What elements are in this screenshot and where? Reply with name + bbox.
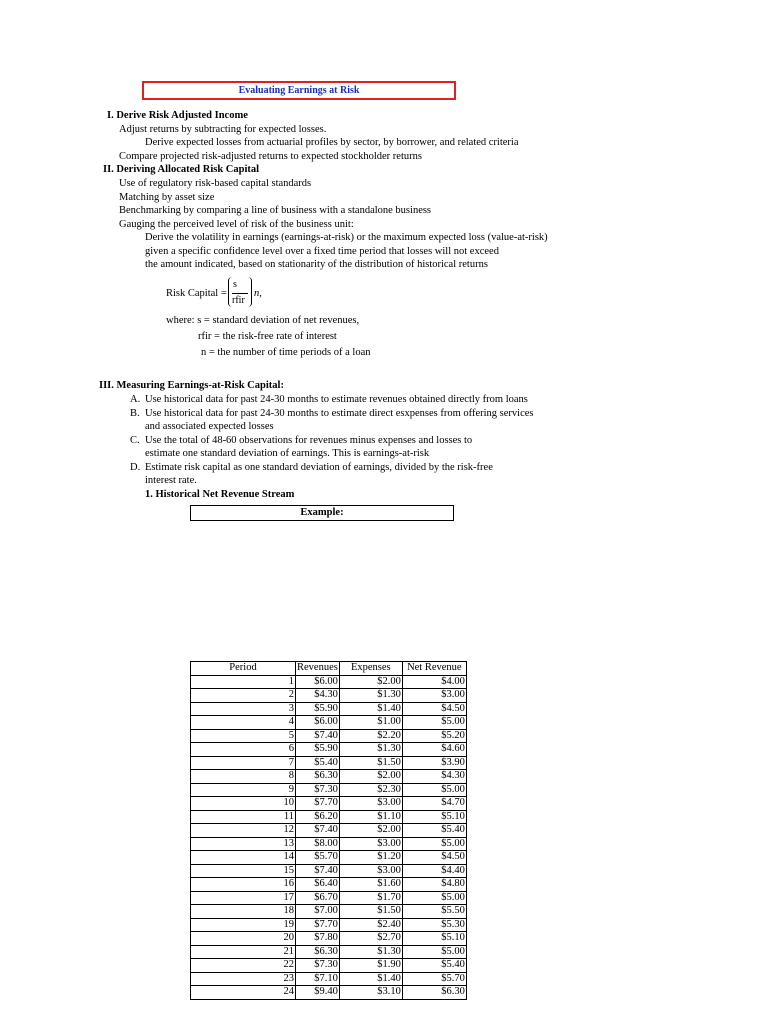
table-row	[191, 689, 467, 703]
table-row	[191, 675, 467, 689]
table-cell: $1.90	[339, 959, 402, 973]
section1-line: Compare projected risk-adjusted returns to expected stockholder returns	[119, 151, 422, 162]
column-header: Expenses	[339, 662, 402, 676]
table-row	[191, 959, 467, 973]
table-cell: $7.40	[296, 729, 340, 743]
table-cell: $4.40	[402, 864, 466, 878]
table-cell: $4.30	[296, 689, 340, 703]
fraction-bar	[232, 293, 248, 294]
item-marker: C.	[130, 435, 140, 446]
table-cell: $3.90	[402, 756, 466, 770]
section1-line: Adjust returns by subtracting for expected losses.	[119, 124, 327, 135]
item-line: Estimate risk capital as one standard deviation of earnings, divided by the risk-free	[145, 462, 493, 473]
table-cell: $4.30	[402, 770, 466, 784]
table-cell: $6.40	[296, 878, 340, 892]
table-row	[191, 851, 467, 865]
table-row	[191, 905, 467, 919]
table-row	[191, 972, 467, 986]
table-cell: $9.40	[296, 986, 340, 1000]
table-cell: $4.80	[402, 878, 466, 892]
table-row	[191, 986, 467, 1000]
table-row	[191, 878, 467, 892]
formula-where: rfir = the risk-free rate of interest	[198, 331, 337, 342]
table-cell: $2.00	[339, 675, 402, 689]
table-cell: $6.00	[296, 675, 340, 689]
table-cell: $5.20	[402, 729, 466, 743]
formula-numerator: s	[233, 279, 237, 290]
formula-lhs: Risk Capital =	[166, 288, 227, 299]
formula-denominator: rfir	[232, 295, 245, 306]
table-cell: $7.10	[296, 972, 340, 986]
table-cell: $5.00	[402, 837, 466, 851]
table-cell: $7.80	[296, 932, 340, 946]
section2-line: Derive the volatility in earnings (earnings-at-risk) or the maximum expected loss (value-at-risk)	[145, 232, 548, 243]
table-cell: $1.30	[339, 945, 402, 959]
table-cell: $3.00	[339, 837, 402, 851]
table-cell: $7.30	[296, 959, 340, 973]
table-row	[191, 824, 467, 838]
table-cell: $1.30	[339, 689, 402, 703]
table-row	[191, 783, 467, 797]
table-cell: 10	[191, 797, 296, 811]
table-cell: $1.30	[339, 743, 402, 757]
table-cell: $1.10	[339, 810, 402, 824]
table-cell: $5.70	[296, 851, 340, 865]
table-row	[191, 729, 467, 743]
table-cell: 4	[191, 716, 296, 730]
table-cell: $6.30	[296, 770, 340, 784]
table-row	[191, 770, 467, 784]
table-cell: 8	[191, 770, 296, 784]
table-cell: $5.40	[296, 756, 340, 770]
table-cell: $6.00	[296, 716, 340, 730]
table-cell: $5.00	[402, 891, 466, 905]
section2-line: Gauging the perceived level of risk of the business unit:	[119, 219, 354, 230]
right-paren	[247, 277, 252, 307]
item-line: and associated expected losses	[145, 421, 274, 432]
table-cell: $3.00	[339, 797, 402, 811]
table-cell: $6.30	[296, 945, 340, 959]
table-cell: $5.30	[402, 918, 466, 932]
table-cell: $5.10	[402, 932, 466, 946]
table-cell: $3.00	[402, 689, 466, 703]
section1-line: Derive expected losses from actuarial profiles by sector, by borrower, and related criteria	[145, 137, 519, 148]
table-cell: 9	[191, 783, 296, 797]
section2-line: given a specific confidence level over a fixed time period that losses will not exceed	[145, 246, 499, 257]
formula-tail: n,	[254, 288, 262, 299]
table-cell: $5.50	[402, 905, 466, 919]
table-header-row	[191, 662, 467, 676]
table-cell: 12	[191, 824, 296, 838]
column-header: Revenues	[297, 662, 338, 673]
table-cell: $4.50	[402, 851, 466, 865]
table-cell: 11	[191, 810, 296, 824]
table-cell: $4.50	[402, 702, 466, 716]
table-cell: 21	[191, 945, 296, 959]
table-cell: $6.70	[296, 891, 340, 905]
table-cell: $1.70	[339, 891, 402, 905]
table-cell: $1.40	[339, 972, 402, 986]
item-marker: D.	[130, 462, 141, 473]
table-cell: $4.60	[402, 743, 466, 757]
table-cell: $5.40	[402, 824, 466, 838]
table-row	[191, 702, 467, 716]
table-cell: 15	[191, 864, 296, 878]
item-line: Use historical data for past 24-30 months to estimate direct esxpenses from offering services	[145, 408, 534, 419]
formula-where: n = the number of time periods of a loan	[201, 347, 371, 358]
column-header: Net Revenue	[402, 662, 466, 676]
table-row	[191, 743, 467, 757]
item-marker: A.	[130, 394, 141, 405]
table-cell: $5.10	[402, 810, 466, 824]
item-line: Use historical data for past 24-30 months to estimate revenues obtained directly from loans	[145, 394, 528, 405]
item-line: interest rate.	[145, 475, 197, 486]
table-cell: 1	[191, 675, 296, 689]
table-cell: $2.00	[339, 824, 402, 838]
table-cell: 22	[191, 959, 296, 973]
table-cell: $4.00	[402, 675, 466, 689]
table-cell: 17	[191, 891, 296, 905]
table-row	[191, 945, 467, 959]
item-line: estimate one standard deviation of earnings. This is earnings-at-risk	[145, 448, 430, 459]
item-marker: B.	[130, 408, 140, 419]
section2-line: Matching by asset size	[119, 192, 215, 203]
table-cell: 7	[191, 756, 296, 770]
table-row	[191, 891, 467, 905]
table-row	[191, 837, 467, 851]
table-cell: $2.40	[339, 918, 402, 932]
table-cell: $7.40	[296, 864, 340, 878]
section3-heading: III. Measuring Earnings-at-Risk Capital:	[99, 380, 284, 391]
table-cell: $3.00	[339, 864, 402, 878]
table-cell: $5.90	[296, 702, 340, 716]
column-header: Period	[191, 662, 296, 676]
table-cell: 19	[191, 918, 296, 932]
table-cell: $2.00	[339, 770, 402, 784]
table-cell: $5.70	[402, 972, 466, 986]
table-cell: $2.30	[339, 783, 402, 797]
table-cell: $1.50	[339, 905, 402, 919]
table-cell: $7.70	[296, 797, 340, 811]
table-cell: $3.10	[339, 986, 402, 1000]
section2-heading: II. Deriving Allocated Risk Capital	[103, 164, 260, 175]
table-cell: $1.50	[339, 756, 402, 770]
item-line: Use the total of 48-60 observations for revenues minus expenses and losses to	[145, 435, 473, 446]
table-row	[191, 716, 467, 730]
table-cell: 20	[191, 932, 296, 946]
table-row	[191, 932, 467, 946]
table-cell: 2	[191, 689, 296, 703]
table-cell: 18	[191, 905, 296, 919]
table-cell: $1.40	[339, 702, 402, 716]
table-cell: 5	[191, 729, 296, 743]
table-cell: 23	[191, 972, 296, 986]
table-cell: $1.20	[339, 851, 402, 865]
table-cell: 3	[191, 702, 296, 716]
section2-line: Benchmarking by comparing a line of business with a standalone business	[119, 205, 432, 216]
table-cell: $7.00	[296, 905, 340, 919]
section2-line: the amount indicated, based on stationarity of the distribution of historical returns	[145, 259, 488, 270]
table-row	[191, 756, 467, 770]
table-cell: $1.60	[339, 878, 402, 892]
section2-line: Use of regulatory risk-based capital standards	[119, 178, 312, 189]
table-cell: 14	[191, 851, 296, 865]
table-row	[191, 797, 467, 811]
section1-heading: I. Derive Risk Adjusted Income	[107, 110, 248, 121]
table-cell: $8.00	[296, 837, 340, 851]
table-cell: $5.40	[402, 959, 466, 973]
table-cell: $5.00	[402, 945, 466, 959]
table-cell: 13	[191, 837, 296, 851]
table-row	[191, 810, 467, 824]
table-row	[191, 918, 467, 932]
table-cell: $2.20	[339, 729, 402, 743]
table-cell: $7.70	[296, 918, 340, 932]
table-cell: $4.70	[402, 797, 466, 811]
subheading: 1. Historical Net Revenue Stream	[145, 489, 295, 500]
table-row	[191, 864, 467, 878]
table-cell: 24	[191, 986, 296, 1000]
net-revenue-table	[190, 661, 467, 1000]
example-label: Example:	[190, 505, 454, 521]
table-cell: $7.40	[296, 824, 340, 838]
formula-where: where: s = standard deviation of net revenues,	[166, 315, 360, 326]
table-cell: $7.30	[296, 783, 340, 797]
table-cell: $1.00	[339, 716, 402, 730]
table-cell: $2.70	[339, 932, 402, 946]
table-cell: $5.90	[296, 743, 340, 757]
table-cell: $5.00	[402, 716, 466, 730]
table-cell: $6.20	[296, 810, 340, 824]
table-cell: 16	[191, 878, 296, 892]
document-title: Evaluating Earnings at Risk	[142, 81, 456, 100]
table-cell: $5.00	[402, 783, 466, 797]
formula-fraction	[228, 277, 252, 309]
table-cell: 6	[191, 743, 296, 757]
table-cell: $6.30	[402, 986, 466, 1000]
